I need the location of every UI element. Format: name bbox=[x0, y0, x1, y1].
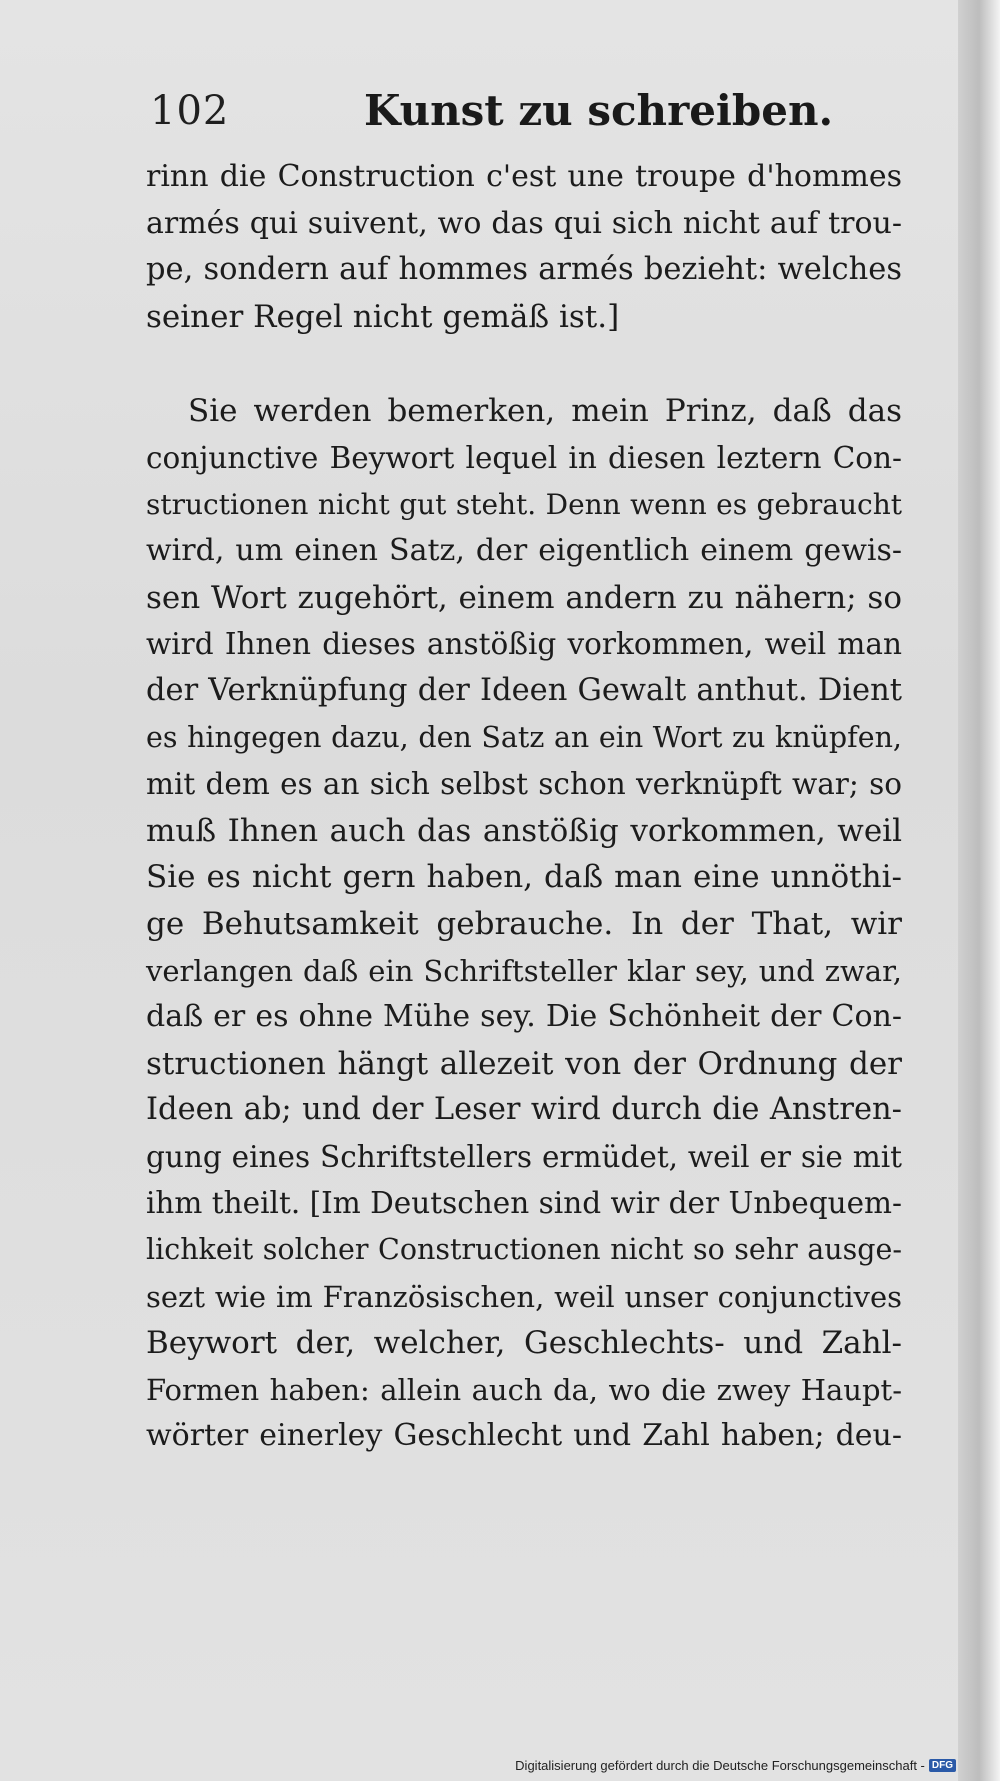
text-line: Formen haben: allein auch da, wo die zwey Haupt- bbox=[146, 1372, 902, 1407]
page-number: 102 bbox=[150, 88, 230, 134]
paragraph-gap bbox=[146, 340, 902, 388]
text-line: der Verknüpfung der Ideen Gewalt anthut. Dient bbox=[146, 672, 902, 708]
text-line: verlangen daß ein Schriftsteller klar sey, und zwar, bbox=[146, 953, 902, 988]
text-body bbox=[146, 154, 902, 1460]
text-line: armés qui suivent, wo das qui sich nicht auf trou- bbox=[146, 205, 902, 241]
text-line: daß er es ohne Mühe sey. Die Schönheit der Con- bbox=[146, 999, 902, 1035]
text-line: ihm theilt. [Im Deutschen sind wir der Unbequem- bbox=[146, 1186, 902, 1221]
text-line: Sie es nicht gern haben, daß man eine unnöthi- bbox=[146, 859, 902, 896]
text-line: Ideen ab; und der Leser wird durch die Anstren- bbox=[146, 1092, 902, 1128]
text-line: structionen hängt allezeit von der Ordnung der bbox=[146, 1045, 902, 1082]
text-line: sen Wort zugehört, einem andern zu nähern; so bbox=[146, 579, 902, 616]
text-line: Beywort der, welcher, Geschlechts- und Zahl- bbox=[146, 1325, 902, 1362]
text-line: pe, sondern auf hommes armés bezieht: welches bbox=[146, 252, 902, 288]
text-line: structionen nicht gut steht. Denn wenn es gebraucht bbox=[146, 487, 902, 521]
text-line: es hingegen dazu, den Satz an ein Wort zu knüpfen, bbox=[146, 720, 902, 754]
running-head: Kunst zu schreiben. bbox=[364, 86, 834, 135]
text-line: gung eines Schriftstellers ermüdet, weil er sie mit bbox=[146, 1139, 902, 1174]
text-line: sezt wie im Französischen, weil unser conjunctives bbox=[146, 1279, 902, 1314]
paragraph bbox=[146, 388, 902, 1460]
dfg-logo: DFG bbox=[929, 1759, 956, 1772]
page-edge-shadow bbox=[958, 0, 1000, 1781]
text-line: Sie werden bemerken, mein Prinz, daß das bbox=[188, 393, 902, 430]
text-line: wird, um einen Satz, der eigentlich einem gewis- bbox=[146, 533, 902, 569]
text-line: wörter einerley Geschlecht und Zahl haben; deu- bbox=[146, 1418, 902, 1454]
digitization-credit bbox=[515, 1758, 956, 1773]
paragraph bbox=[146, 154, 902, 340]
text-line: ge Behutsamkeit gebrauche. In der That, wir bbox=[146, 905, 902, 942]
text-line: seiner Regel nicht gemäß ist.] bbox=[146, 298, 620, 335]
footer-credit-text: Digitalisierung gefördert durch die Deutsche Forschungsgemeinschaft - bbox=[515, 1758, 925, 1773]
text-line: lichkeit solcher Constructionen nicht so sehr ausge- bbox=[146, 1233, 902, 1267]
text-line: conjunctive Beywort lequel in diesen leztern Con- bbox=[146, 440, 902, 475]
text-line: mit dem es an sich selbst schon verknüpft war; so bbox=[146, 767, 902, 802]
text-line: rinn die Construction c'est une troupe d'hommes bbox=[146, 159, 902, 194]
text-line: muß Ihnen auch das anstößig vorkommen, weil bbox=[146, 812, 902, 849]
text-line: wird Ihnen dieses anstößig vorkommen, weil man bbox=[146, 627, 902, 662]
page-header bbox=[150, 88, 902, 152]
